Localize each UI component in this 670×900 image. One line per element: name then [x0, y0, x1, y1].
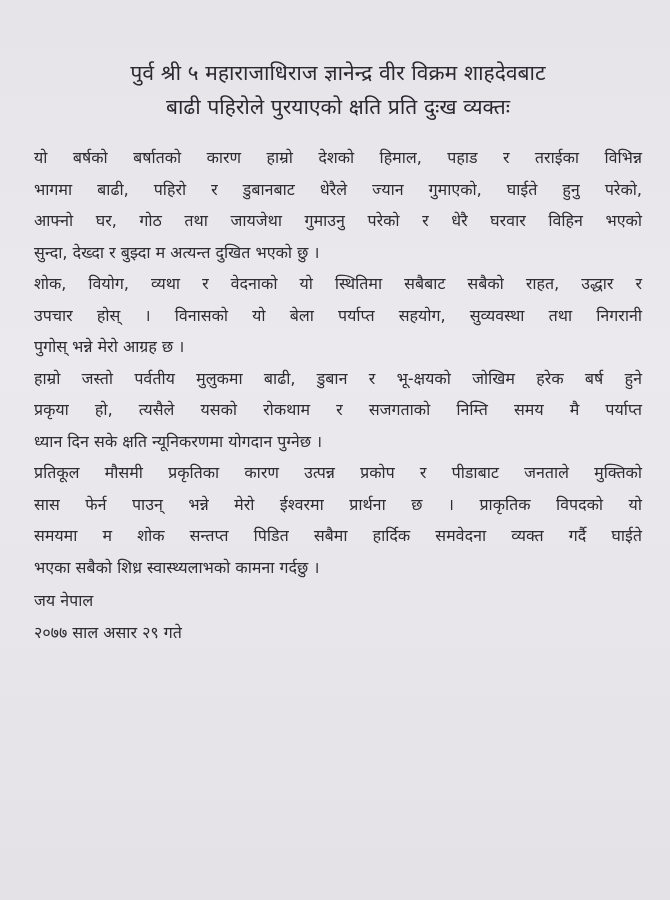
paragraph-line: पुगोस् भन्ने मेरो आग्रह छ । — [34, 337, 185, 356]
paragraph-2 — [34, 268, 642, 363]
title-line-1: पुर्व श्री ५ महाराजाधिराज ज्ञानेन्द्र वीर विक्रम शाहदेवबाट — [130, 61, 546, 85]
paragraph-line: भागमा बाढी, पहिरो र डुबानबाट धेरैले ज्यान गुमाएको, घाईते हुनु परेको, — [34, 179, 642, 199]
paragraph-line: हाम्रो जस्तो पर्वतीय मुलुकमा बाढी, डुबान र भू-क्षयको जोखिम हरेक बर्ष हुने — [34, 368, 642, 388]
paragraph-line: सास फेर्न पाउन् भन्ने मेरो ईश्वरमा प्रार्थना छ । प्राकृतिक विपदको यो — [34, 494, 642, 514]
paragraph-1 — [34, 142, 642, 268]
paragraph-3 — [34, 363, 642, 458]
paragraph-line: भएका सबैको शिध्र स्वास्थ्यलाभको कामना गर्दछु । — [34, 557, 320, 577]
paragraph-4 — [34, 457, 642, 583]
paragraph-line: प्रतिकूल मौसमी प्रकृतिका कारण उत्पन्न प्रकोप र पीडाबाट जनताले मुक्तिको — [34, 463, 642, 482]
paragraph-line: प्रकृया हो, त्यसैले यसको रोकथाम र सजगताको निम्ति समय मै पर्याप्त — [34, 400, 642, 419]
paragraph-line: सुन्दा, देख्दा र बुझ्दा म अत्यन्त दुखित भएको छु । — [34, 242, 320, 262]
paragraph-line: शोक, वियोग, व्यथा र वेदनाको यो स्थितिमा सबैबाट सबैको राहत, उद्धार र — [34, 274, 642, 293]
paragraph-line: उपचार होस् । विनासको यो बेला पर्याप्त सहयोग, सुव्यवस्था तथा निगरानी — [34, 305, 642, 325]
salutation: जय नेपाल — [34, 591, 94, 610]
title-line-2: बाढी पहिरोले पुरयाएको क्षति प्रति दुःख व्यक्तः — [165, 95, 511, 119]
date-line: २०७७ साल असार २९ गते — [34, 622, 182, 642]
paragraph-line: यो बर्षको बर्षातको कारण हाम्रो देशको हिमाल, पहाड र तराईका विभिन्न — [34, 148, 642, 167]
closing-block — [34, 585, 642, 648]
document-title — [34, 56, 642, 124]
paragraph-line: ध्यान दिन सके क्षति न्यूनिकरणमा योगदान पुग्नेछ । — [34, 431, 323, 451]
paragraph-line: समयमा म शोक सन्तप्त पिडित सबैमा हार्दिक समवेदना व्यक्त गर्दै घाईते — [34, 526, 642, 545]
paragraph-line: आफ्नो घर, गोठ तथा जायजेथा गुमाउनु परेको र धेरै घरवार विहिन भएको — [34, 211, 642, 230]
